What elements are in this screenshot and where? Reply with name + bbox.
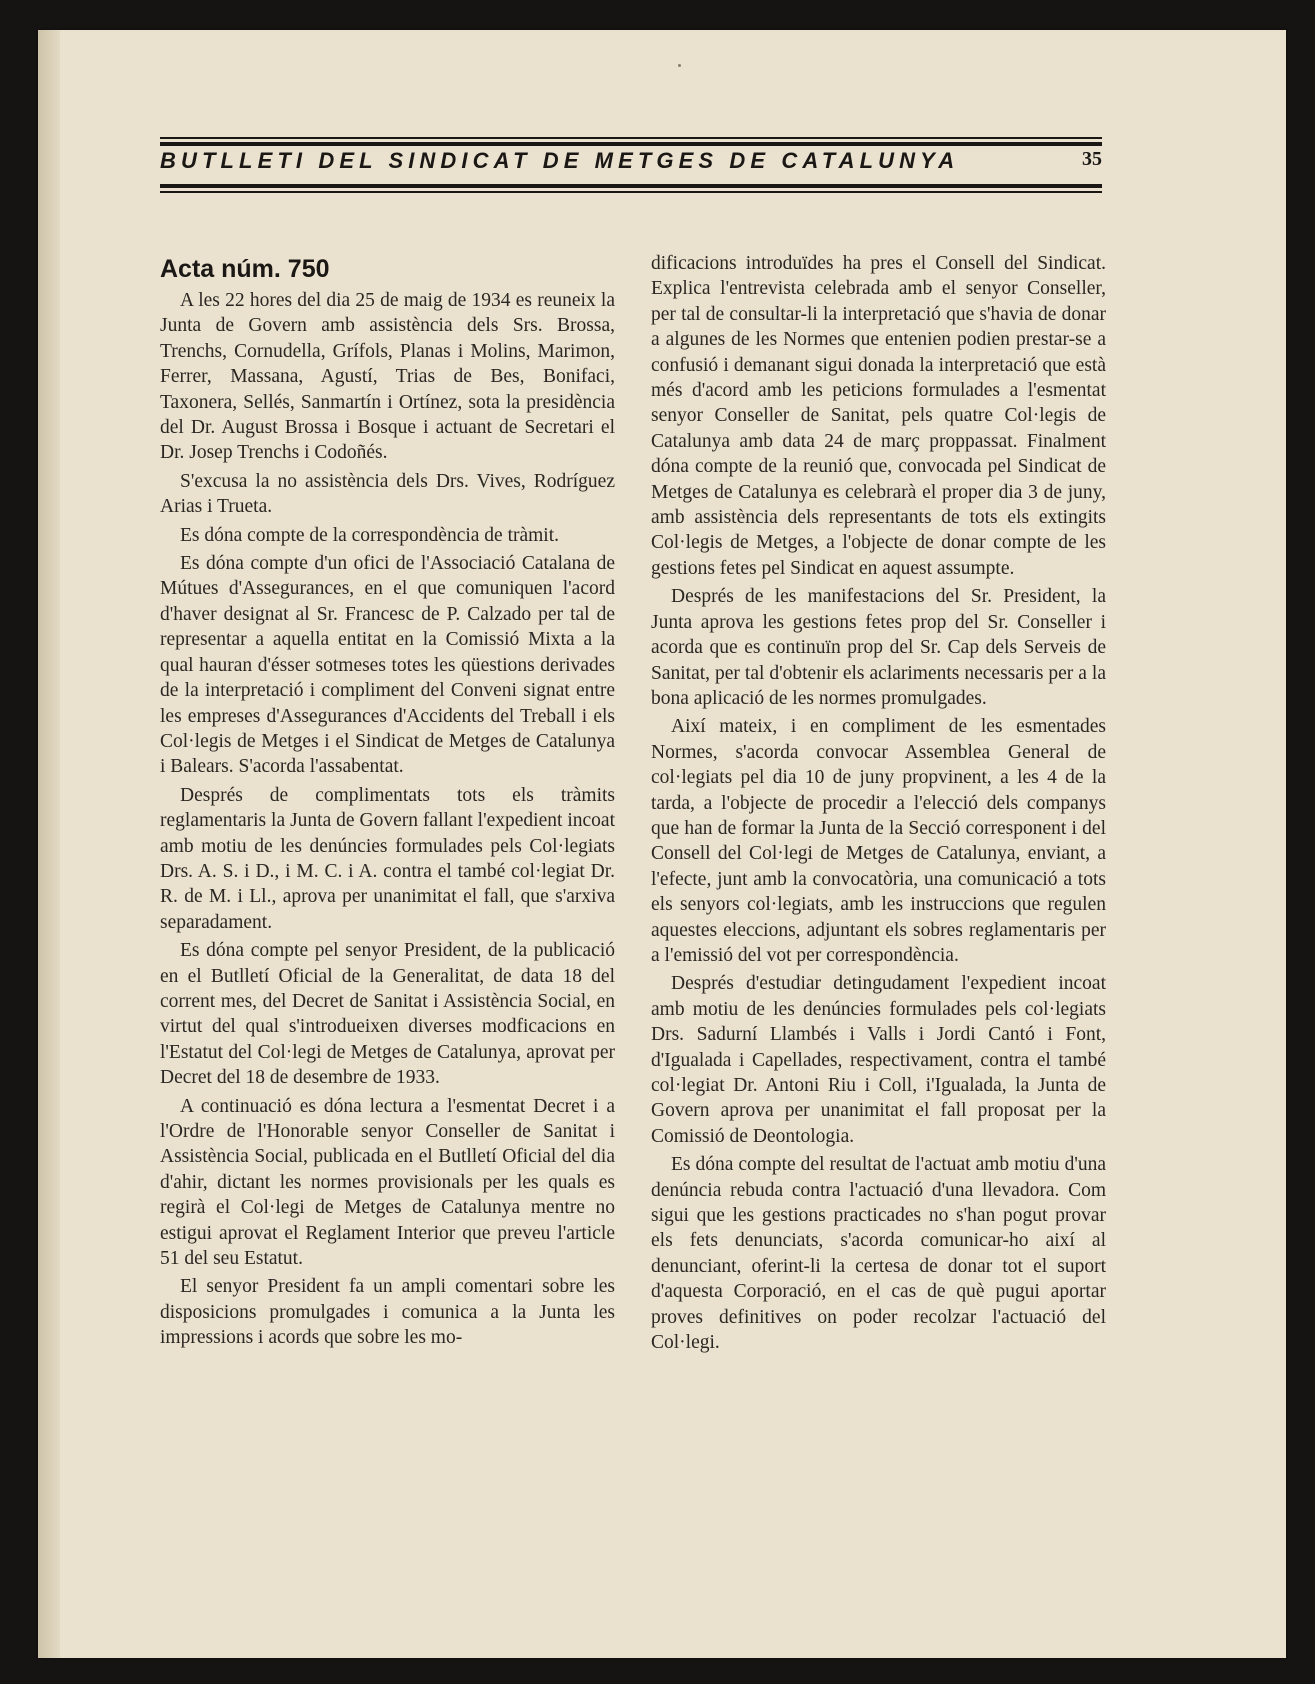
paragraph: Després d'estudiar detingudament l'expedient incoat amb motiu de les denúncies formulades pels col·legiats Drs. Sadurní Llambés i Valls i Jordi Cantó i Font, d'Igualada i Capellades, respectivament, contra el també col·legiat Dr. Antoni Riu i Coll, i'Igualada, la Junta de Govern aprova per unanimitat el fall proposat per la Comissió de Deontologia.: [651, 973, 1106, 1147]
paper-speck: [678, 64, 681, 67]
running-header-title: BUTLLETI DEL SINDICAT DE METGES DE CATALUNYA: [160, 148, 960, 173]
left-column: [160, 250, 615, 1354]
header-rule-bottom: [160, 184, 1102, 193]
paragraph: Després de complimentats tots els tràmits reglamentaris la Junta de Govern fallant l'expedient incoat amb motiu de les denúncies formulades pels Col·legiats Drs. A. S. i D., i M. C. i A. contra el també col·legiat Dr. R. de M. i Ll., aprova per unanimitat el fall, que s'arxiva separadament.: [160, 784, 615, 933]
journal-page: [38, 30, 1286, 1658]
paragraph: Es dóna compte d'un ofici de l'Associació Catalana de Mútues d'Assegurances, en el que comuniquen l'acord d'haver designat al Sr. Francesc de P. Calzado per tal de representar a aquella entitat en la Comissió Mixta a la qual hauran d'ésser sotmeses totes les qüestions derivades de la interpretació i compliment del Conveni signat entre les empreses d'Assegurances d'Accidents del Treball i els Col·legis de Metges i el Sindicat de Metges de Catalunya i Balears. S'acorda l'assabentat.: [160, 553, 615, 778]
paragraph: El senyor President fa un ampli comentari sobre les disposicions promulgades i comunica a la Junta les impressions i acords que sobre les mo-: [160, 1276, 615, 1349]
right-column: [651, 251, 1106, 1358]
paragraph: S'excusa la no assistència dels Drs. Vives, Rodríguez Arias i Trueta.: [160, 470, 615, 518]
page-number: 35: [1082, 148, 1102, 170]
paragraph: Es dóna compte pel senyor President, de la publicació en el Butlletí Oficial de la Generalitat, de data 18 del corrent mes, del Decret de Sanitat i Assistència Social, en virtut del qual s'introdueixen diverses modficacions en l'Estatut del Col·legi de Metges de Catalunya, aprovat per Decret del 18 de desembre de 1933.: [160, 940, 615, 1089]
paragraph: dificacions introduïdes ha pres el Consell del Sindicat. Explica l'entrevista celebrada amb el senyor Conseller, per tal de consultar-li la interpretació que s'havia de donar a algunes de les Normes que entenien podien prestar-se a confusió i demanant sigui donada la interpretació que està més d'acord amb les peticions formulades a l'esmentat senyor Conseller de Sanitat, pels quatre Col·legis de Catalunya amb data 24 de març proppassat. Finalment dóna compte de la reunió que, convocada pel Sindicat de Metges de Catalunya es celebrarà el proper dia 3 de juny, amb assistència dels representants de tots els extingits Col·legis de Metges, a l'objecte de donar compte de les gestions fetes pel Sindicat en aquest assumpte.: [651, 253, 1106, 579]
paragraph: Es dóna compte de la correspondència de tràmit.: [180, 524, 560, 546]
paragraph: A continuació es dóna lectura a l'esmentat Decret i a l'Ordre de l'Honorable senyor Conseller de Sanitat i Assistència Social, publicada en el Butlletí Oficial del dia d'ahir, dictant les normes provisionals per les quals es regirà el Col·legi de Metges de Catalunya mentre no estigui aprovat el Reglament Interior que preveu l'article 51 del seu Estatut.: [160, 1095, 615, 1270]
paragraph: Així mateix, i en compliment de les esmentades Normes, s'acorda convocar Assemblea General de col·legiats pel dia 10 de juny propvinent, a les 4 de la tarda, a l'objecte de procedir a l'elecció dels companys que han de formar la Junta de la Secció corresponent i del Consell del Col·legi de Metges de Catalunya, enviant, a l'efecte, junt amb la convocatòria, una comunicació a tots els senyors col·legiats, amb les instruccions que regulen aquestes eleccions, adjuntant els sobres reglamentaris per a l'emissió del vot per correspondència.: [651, 716, 1106, 966]
header-rule-top: [160, 134, 1102, 146]
page-edge-shadow: [38, 30, 60, 1658]
paragraph: Es dóna compte del resultat de l'actuat amb motiu d'una denúncia rebuda contra l'actuació d'una llevadora. Com sigui que les gestions practicades no s'han pogut provar els fets denunciats, s'acorda comunicar-ho així al denunciant, oferint-li la certesa de donar tot el suport d'aquesta Corporació, en el cas de què pugui aportar proves definitives on poder recolzar l'actuació del Col·legi.: [651, 1154, 1106, 1354]
paragraph: Després de les manifestacions del Sr. President, la Junta aprova les gestions fetes prop del Sr. Conseller i acorda que es continuïn prop del Sr. Cap dels Serveis de Sanitat, per tal d'obtenir els aclariments necessaris per a la bona aplicació de les normes promulgades.: [651, 586, 1106, 709]
article-heading: Acta núm. 750: [160, 255, 330, 283]
paragraph: A les 22 hores del dia 25 de maig de 1934 es reuneix la Junta de Govern amb assistència dels Srs. Brossa, Trenchs, Cornudella, Grífols, Planas i Molins, Marimon, Ferrer, Massana, Agustí, Trias de Bes, Bonifaci, Taxonera, Sellés, Sanmartín i Ortínez, sota la presidència del Dr. August Brossa i Bosque i actuant de Secretari el Dr. Josep Trenchs i Codoñés.: [160, 290, 615, 464]
